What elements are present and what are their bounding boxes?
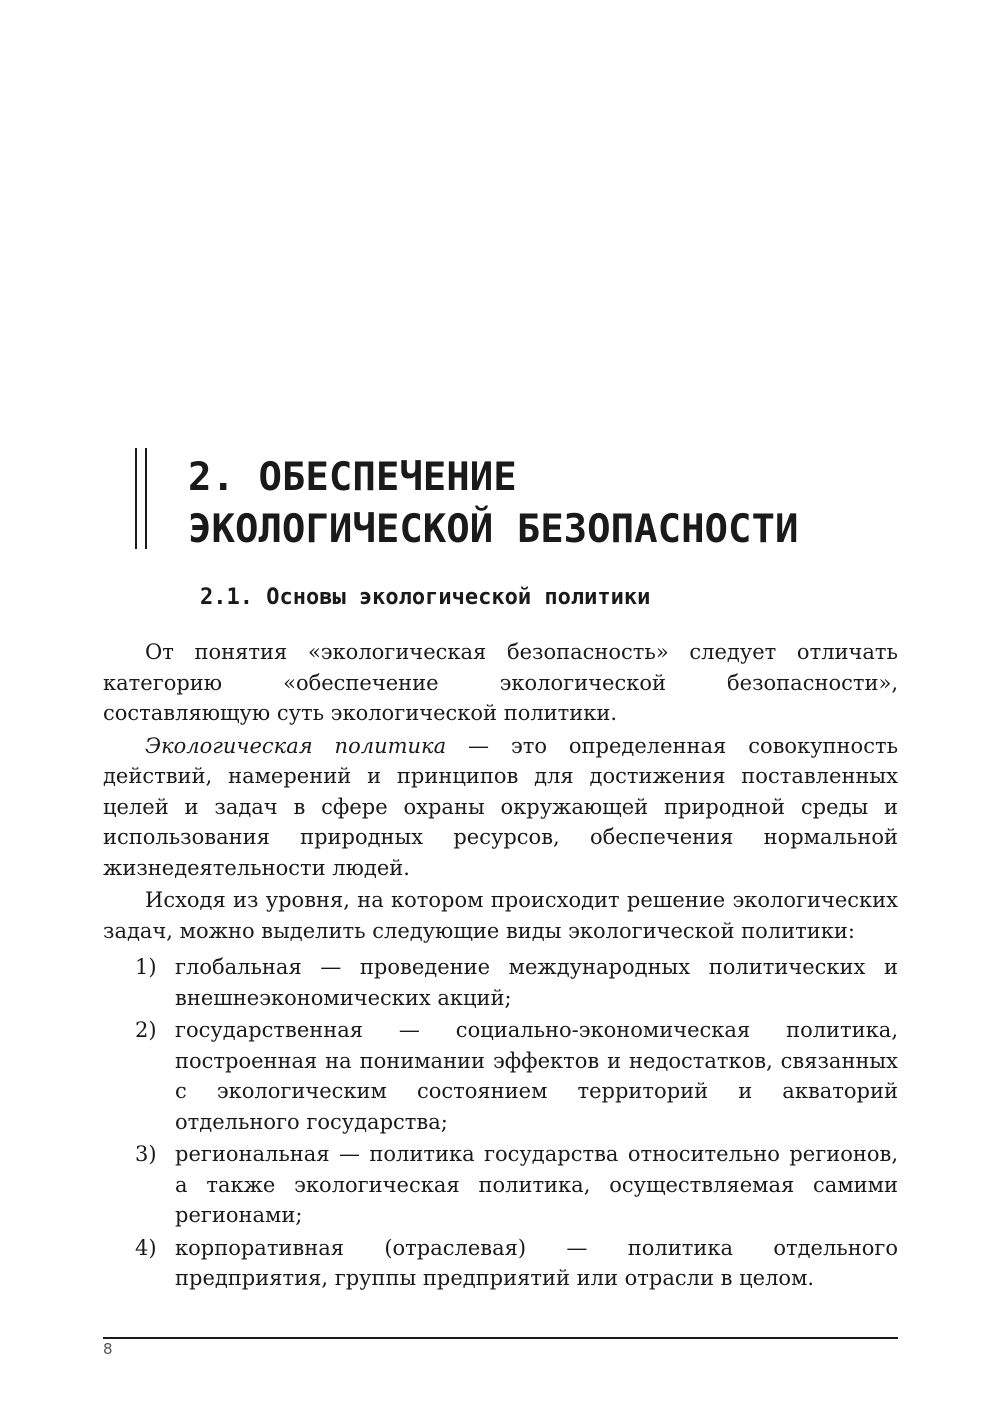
list-item bbox=[103, 952, 898, 1013]
list-item-number: 2) bbox=[135, 1018, 157, 1042]
list-item-text: корпоративная (отраслевая) — политика отдельного предприятия, группы предприятий или отрасли в целом. bbox=[175, 1235, 898, 1290]
decorative-bar-left bbox=[135, 448, 137, 549]
paragraph-2 bbox=[103, 731, 898, 884]
body-text bbox=[103, 637, 898, 1296]
chapter-title bbox=[188, 452, 908, 556]
list-item bbox=[103, 1015, 898, 1137]
list-item-number: 4) bbox=[135, 1235, 157, 1260]
decorative-bar-right bbox=[145, 448, 147, 549]
section-title: 2.1. Основы экологической политики bbox=[200, 585, 651, 610]
list-item-text: государственная — социально-экономическая политика, построенная на понимании эффектов и недостатков, связанных с экологическим состоянием территорий и акваторий отдельного государства; bbox=[175, 1018, 898, 1134]
page-number: 8 bbox=[103, 1340, 113, 1358]
term-ecological-policy: Экологическая политика bbox=[145, 733, 447, 758]
chapter-decorative-bars bbox=[135, 448, 148, 549]
policy-types-list bbox=[103, 952, 898, 1294]
list-item bbox=[103, 1139, 898, 1231]
list-item-number: 3) bbox=[135, 1142, 157, 1166]
chapter-title-line-2: ЭКОЛОГИЧЕСКОЙ БЕЗОПАСНОСТИ bbox=[188, 507, 799, 552]
paragraph-3: Исходя из уровня, на котором происходит решение экологических задач, можно выделить следующие виды экологической политики: bbox=[103, 888, 898, 943]
chapter-title-line-1: 2. ОБЕСПЕЧЕНИЕ bbox=[188, 455, 517, 500]
footer-divider bbox=[103, 1337, 898, 1339]
list-item-text: региональная — политика государства относительно регионов, а также экологическая политика, осуществляемая самими регионами; bbox=[175, 1142, 898, 1227]
list-item-text: глобальная — проведение международных политических и внешнеэкономических акций; bbox=[175, 955, 898, 1010]
list-item-number: 1) bbox=[135, 955, 157, 979]
paragraph-2-definition: — это определенная совокупность действий, намерений и принципов для достижения поставленных целей и задач в сфере охраны окружающей природной среды и использования природных ресурсов, обеспечения нормальной жизнедеятельности людей. bbox=[103, 733, 899, 880]
paragraph-1: От понятия «экологическая безопасность» следует отличать категорию «обеспечение экологической безопасности», составляющую суть экологической политики. bbox=[103, 640, 898, 725]
list-item bbox=[103, 1233, 898, 1294]
